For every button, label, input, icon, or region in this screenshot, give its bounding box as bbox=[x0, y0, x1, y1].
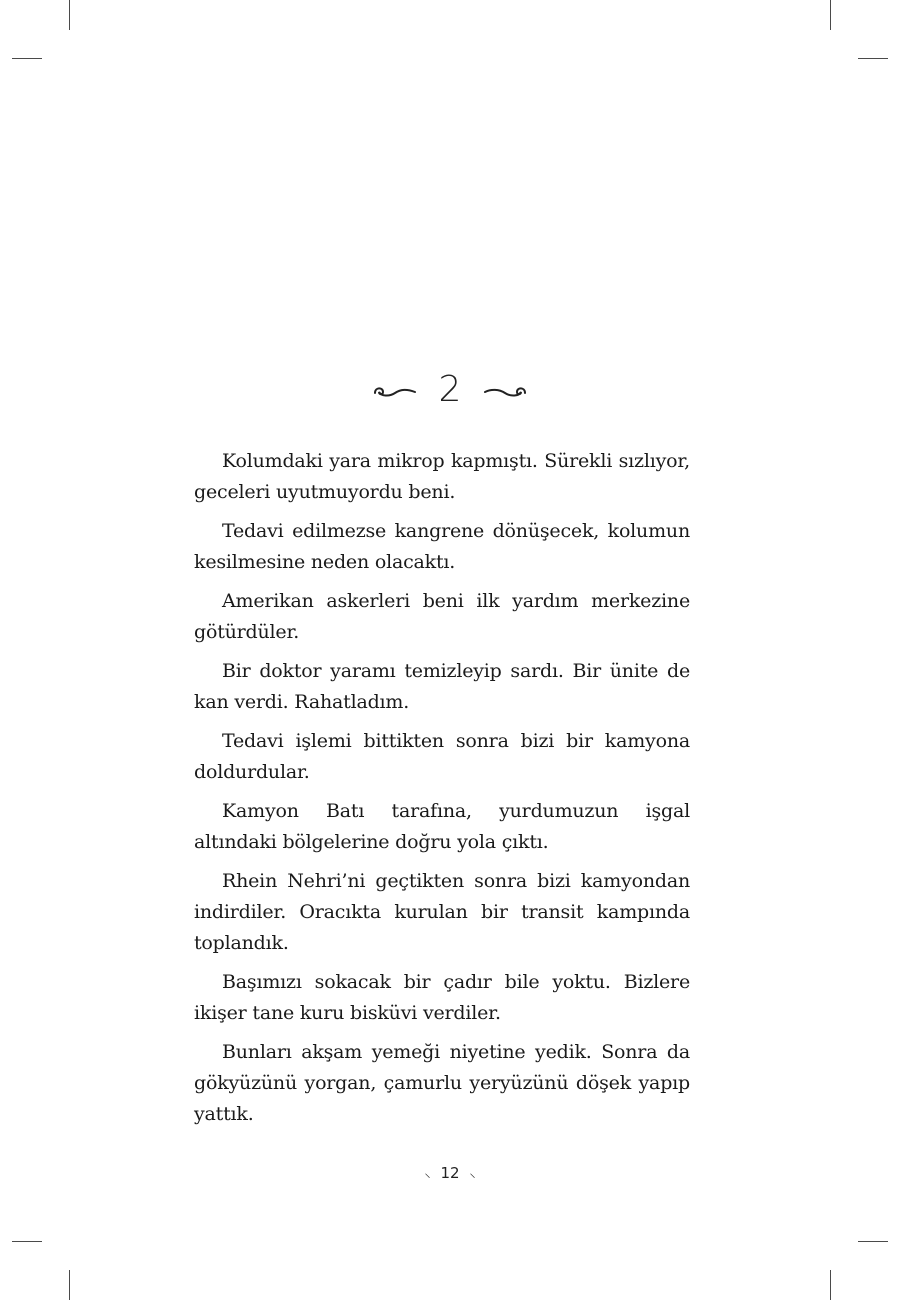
page-number: 12 bbox=[440, 1164, 460, 1182]
crop-mark-bottom-right-vertical bbox=[830, 1270, 831, 1300]
paragraph: Amerikan askerleri beni ilk yardım merkezine götürdüler. bbox=[194, 590, 690, 643]
crop-mark-top-right-vertical bbox=[830, 0, 831, 30]
paragraph: Bir doktor yaramı temizleyip sardı. Bir ünite de kan verdi. Rahatladım. bbox=[194, 660, 690, 713]
paragraph: Tedavi edilmezse kangrene dönüşecek, kolumun kesilmesine neden olacaktı. bbox=[194, 520, 690, 573]
folio-ornament-left-icon: ⸜ bbox=[424, 1166, 431, 1180]
crop-mark-bottom-left-vertical bbox=[69, 1270, 70, 1300]
paragraph: Bunları akşam yemeği niyetine yedik. Sonra da gökyüzünü yorgan, çamurlu yeryüzünü döşek yapıp yattık. bbox=[194, 1041, 690, 1125]
chapter-body bbox=[194, 446, 690, 1138]
flourish-left-icon bbox=[371, 380, 419, 400]
crop-mark-top-right-horizontal bbox=[858, 58, 888, 59]
crop-mark-top-left-vertical bbox=[69, 0, 70, 30]
paragraph: Kolumdaki yara mikrop kapmıştı. Sürekli sızlıyor, geceleri uyutmuyordu beni. bbox=[194, 450, 690, 503]
chapter-heading bbox=[0, 366, 900, 414]
crop-mark-bottom-left-horizontal bbox=[12, 1241, 42, 1242]
paragraph: Tedavi işlemi bittikten sonra bizi bir kamyona doldurdular. bbox=[194, 730, 690, 783]
paragraph: Kamyon Batı tarafına, yurdumuzun işgal altındaki bölgelerine doğru yola çıktı. bbox=[194, 800, 690, 853]
chapter-number: 2 bbox=[438, 369, 462, 410]
folio-ornament-right-icon: ⸜ bbox=[469, 1166, 476, 1180]
crop-mark-top-left-horizontal bbox=[12, 58, 42, 59]
paragraph: Rhein Nehri’ni geçtikten sonra bizi kamyondan indirdiler. Oracıkta kurulan bir transit kampında toplandık. bbox=[194, 870, 690, 954]
flourish-right-icon bbox=[481, 380, 529, 400]
page-footer bbox=[0, 1160, 900, 1186]
paragraph: Başımızı sokacak bir çadır bile yoktu. Bizlere ikişer tane kuru bisküvi verdiler. bbox=[194, 971, 690, 1024]
crop-mark-bottom-right-horizontal bbox=[858, 1241, 888, 1242]
